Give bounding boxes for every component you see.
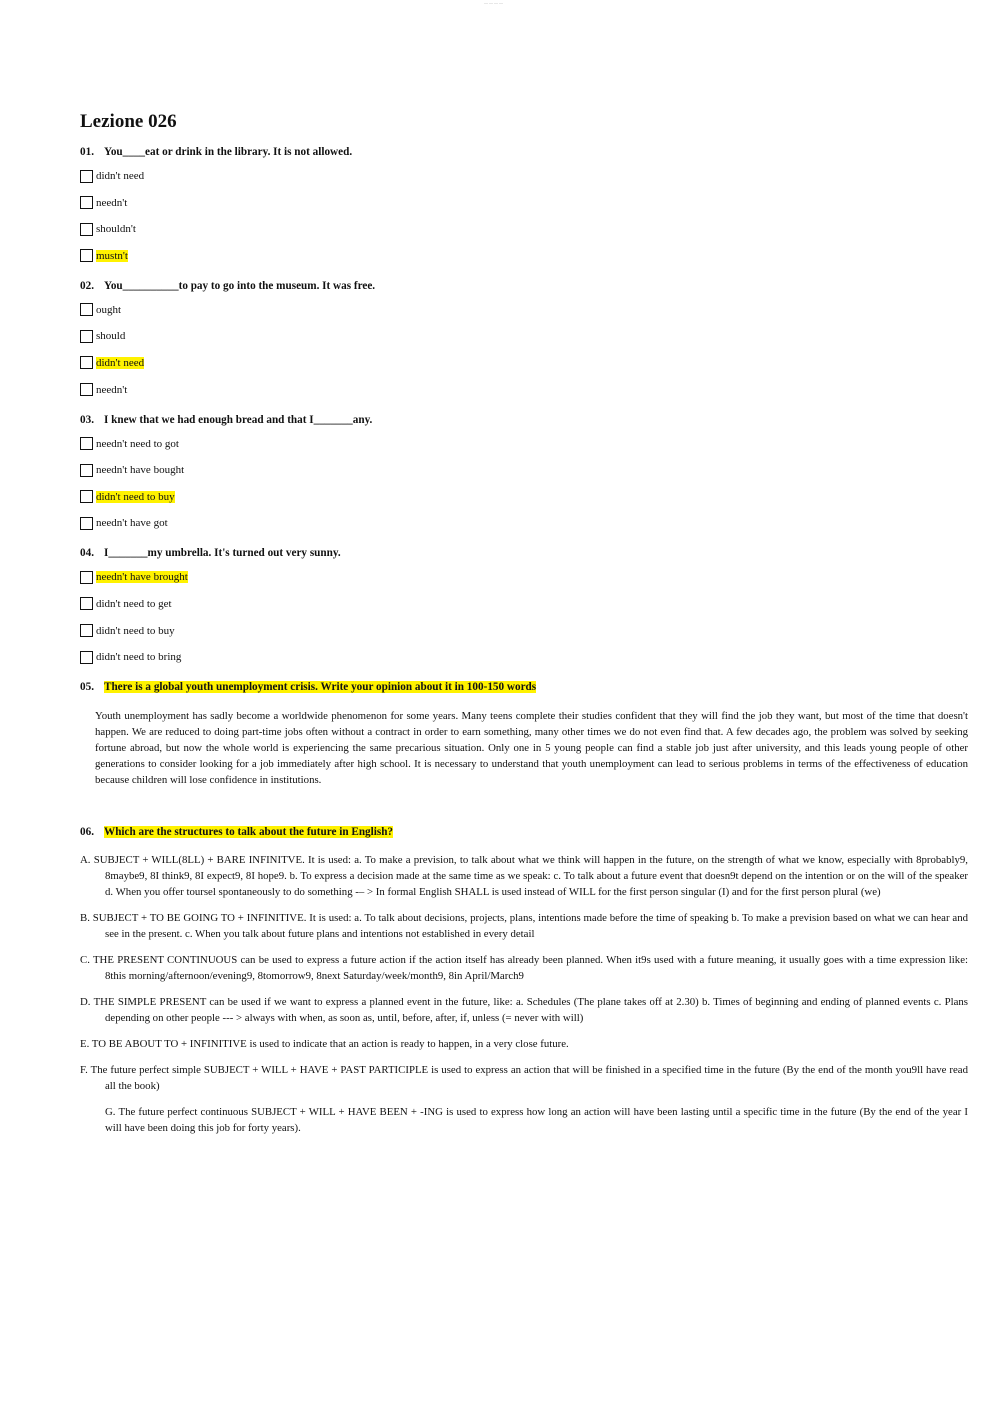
question-block [80, 278, 968, 398]
future-structures-list [80, 852, 968, 1136]
checkbox[interactable] [80, 223, 93, 236]
question-text: You__________to pay to go into the museum. It was free. [104, 279, 376, 292]
question-number: 05. [80, 681, 94, 694]
option-label: needn't [96, 196, 128, 209]
answer-option[interactable] [80, 221, 968, 237]
question-05-prompt [80, 679, 968, 695]
future-structure-item: G. The future perfect continuous SUBJECT + WILL + HAVE BEEN + -ING is used to express how long an action will have been lasting until a specific time in the future (By the end of the year I will have been doing this job for forty years). [105, 1106, 968, 1135]
checkbox[interactable] [80, 383, 93, 396]
future-structure-item: B. SUBJECT + TO BE GOING TO + INFINITIVE. It is used: a. To talk about decisions, projects, plans, intentions made before the time of speaking b. To make a prevision based on what we can hear and see in the present. c. When you talk about future plans and intentions not established in every detail [80, 912, 968, 941]
option-label: ought [96, 303, 122, 316]
option-label: needn't [96, 383, 128, 396]
answer-option[interactable] [80, 436, 968, 452]
answer-option[interactable] [80, 515, 968, 531]
question-text: There is a global youth unemployment crisis. Write your opinion about it in 100-150 words [104, 681, 537, 694]
question-block [80, 144, 968, 264]
checkbox[interactable] [80, 464, 93, 477]
checkbox[interactable] [80, 490, 93, 503]
answer-option[interactable] [80, 328, 968, 344]
option-list [80, 569, 968, 665]
option-list [80, 436, 968, 532]
question-number: 04. [80, 547, 94, 560]
question-number: 06. [80, 826, 94, 839]
future-structure-item: A. SUBJECT + WILL(8LL) + BARE INFINITVE. It is used: a. To make a prevision, to talk about what we think will happen in the future, on the strength of what we know, especially with 8probably9, 8maybe9, 8I think9, 8I expect9, 8I hope9. b. To express a decision made at the same time as we speak: c. To talk about a future event that doesn9t depend on the intention or on the will of the speaker d. When you offer toursel spontaneously to do something -– > In formal English SHALL is used instead of WILL for the first person singular (I) and for the first person plural (we) [80, 854, 968, 899]
page-title: Lezione 026 [80, 111, 177, 132]
question-text: I_______my umbrella. It's turned out very sunny. [104, 547, 341, 560]
answer-option[interactable] [80, 382, 968, 398]
option-label: needn't need to got [96, 437, 179, 450]
option-label: didn't need [96, 356, 145, 369]
option-label: didn't need to bring [96, 651, 182, 664]
checkbox[interactable] [80, 249, 93, 262]
answer-option[interactable] [80, 649, 968, 665]
option-label: needn't have bought [96, 464, 185, 477]
answer-option[interactable] [80, 489, 968, 505]
option-label: didn't need to get [96, 597, 172, 610]
option-label: shouldn't [96, 223, 136, 236]
question-number: 02. [80, 279, 94, 292]
checkbox[interactable] [80, 597, 93, 610]
question-06 [80, 824, 968, 1136]
answer-option[interactable] [80, 462, 968, 478]
answer-option[interactable] [80, 168, 968, 184]
question-list [80, 144, 968, 665]
option-label: didn't need to buy [96, 490, 175, 503]
question-text: I knew that we had enough bread and that I_______any. [104, 413, 373, 426]
header-mark: — — — — [484, 0, 503, 5]
answer-option[interactable] [80, 355, 968, 371]
answer-option[interactable] [80, 623, 968, 639]
question-number: 01. [80, 146, 94, 158]
question-prompt [80, 278, 968, 294]
answer-option[interactable] [80, 248, 968, 264]
answer-option[interactable] [80, 195, 968, 211]
checkbox[interactable] [80, 624, 93, 637]
question-block [80, 545, 968, 665]
checkbox[interactable] [80, 571, 93, 584]
option-label: mustn't [96, 249, 128, 262]
option-list [80, 302, 968, 398]
checkbox[interactable] [80, 196, 93, 209]
question-prompt [80, 144, 968, 160]
checkbox[interactable] [80, 356, 93, 369]
question-block [80, 412, 968, 532]
question-text: Which are the structures to talk about the future in English? [104, 826, 394, 839]
checkbox[interactable] [80, 303, 93, 316]
question-number: 03. [80, 413, 94, 426]
answer-option[interactable] [80, 569, 968, 585]
question-prompt [80, 545, 968, 561]
option-list [80, 168, 968, 264]
future-structure-item: E. TO BE ABOUT TO + INFINITIVE is used to indicate that an action is ready to happen, in a very close future. [80, 1038, 569, 1051]
option-label: should [96, 330, 126, 343]
option-label: didn't need [96, 170, 145, 182]
question-06-prompt [80, 824, 968, 840]
answer-option[interactable] [80, 596, 968, 612]
checkbox[interactable] [80, 651, 93, 664]
question-text: You____eat or drink in the library. It is not allowed. [104, 146, 353, 158]
essay-answer: Youth unemployment has sadly become a worldwide phenomenon for some years. Many teens complete their studies confident that they will find the job they want, but most of the time that doesn't happen. We are reduced to doing part-time jobs often without a contract in order to earn something, many other times we do not even find that. A few decades ago, the problem was solved by seeking fortune abroad, but now the whole world is experiencing the same precarious situation. Only one in 5 young people can find a stable job just after university, and this leads young people of other generations to consider looking for a job immediately after high school. It is necessary to understand that youth unemployment can lead to serious problems in terms of the effectiveness of education because children will lose confidence in institutions. [95, 710, 968, 787]
future-structure-item: F. The future perfect simple SUBJECT + WILL + HAVE + PAST PARTICIPLE is used to express an action that will be finished in a specified time in the future (By the end of the month you9ll have read all the book) [80, 1064, 968, 1093]
answer-option[interactable] [80, 302, 968, 318]
document-page [80, 110, 968, 1146]
question-05 [80, 679, 968, 788]
option-label: needn't have got [96, 517, 168, 530]
future-structure-item: C. THE PRESENT CONTINUOUS can be used to express a future action if the action itself has already been planned. When it9s used with a future meaning, it usually goes with a time expression like: 8this morning/afternoon/evening9, 8tomorrow9, 8next Saturday/week/month9, 8in April/March9 [80, 954, 968, 983]
checkbox[interactable] [80, 170, 93, 183]
option-label: needn't have brought [96, 571, 188, 584]
checkbox[interactable] [80, 437, 93, 450]
question-prompt [80, 412, 968, 428]
future-structure-item: D. THE SIMPLE PRESENT can be used if we want to express a planned event in the future, like: a. Schedules (The plane takes off at 2.30) b. Times of beginning and ending of planned events c. Plans depending on other people --- > always with when, as soon as, until, before, after, if, unless (= never with will) [80, 996, 968, 1025]
checkbox[interactable] [80, 330, 93, 343]
option-label: didn't need to buy [96, 624, 175, 637]
checkbox[interactable] [80, 517, 93, 530]
